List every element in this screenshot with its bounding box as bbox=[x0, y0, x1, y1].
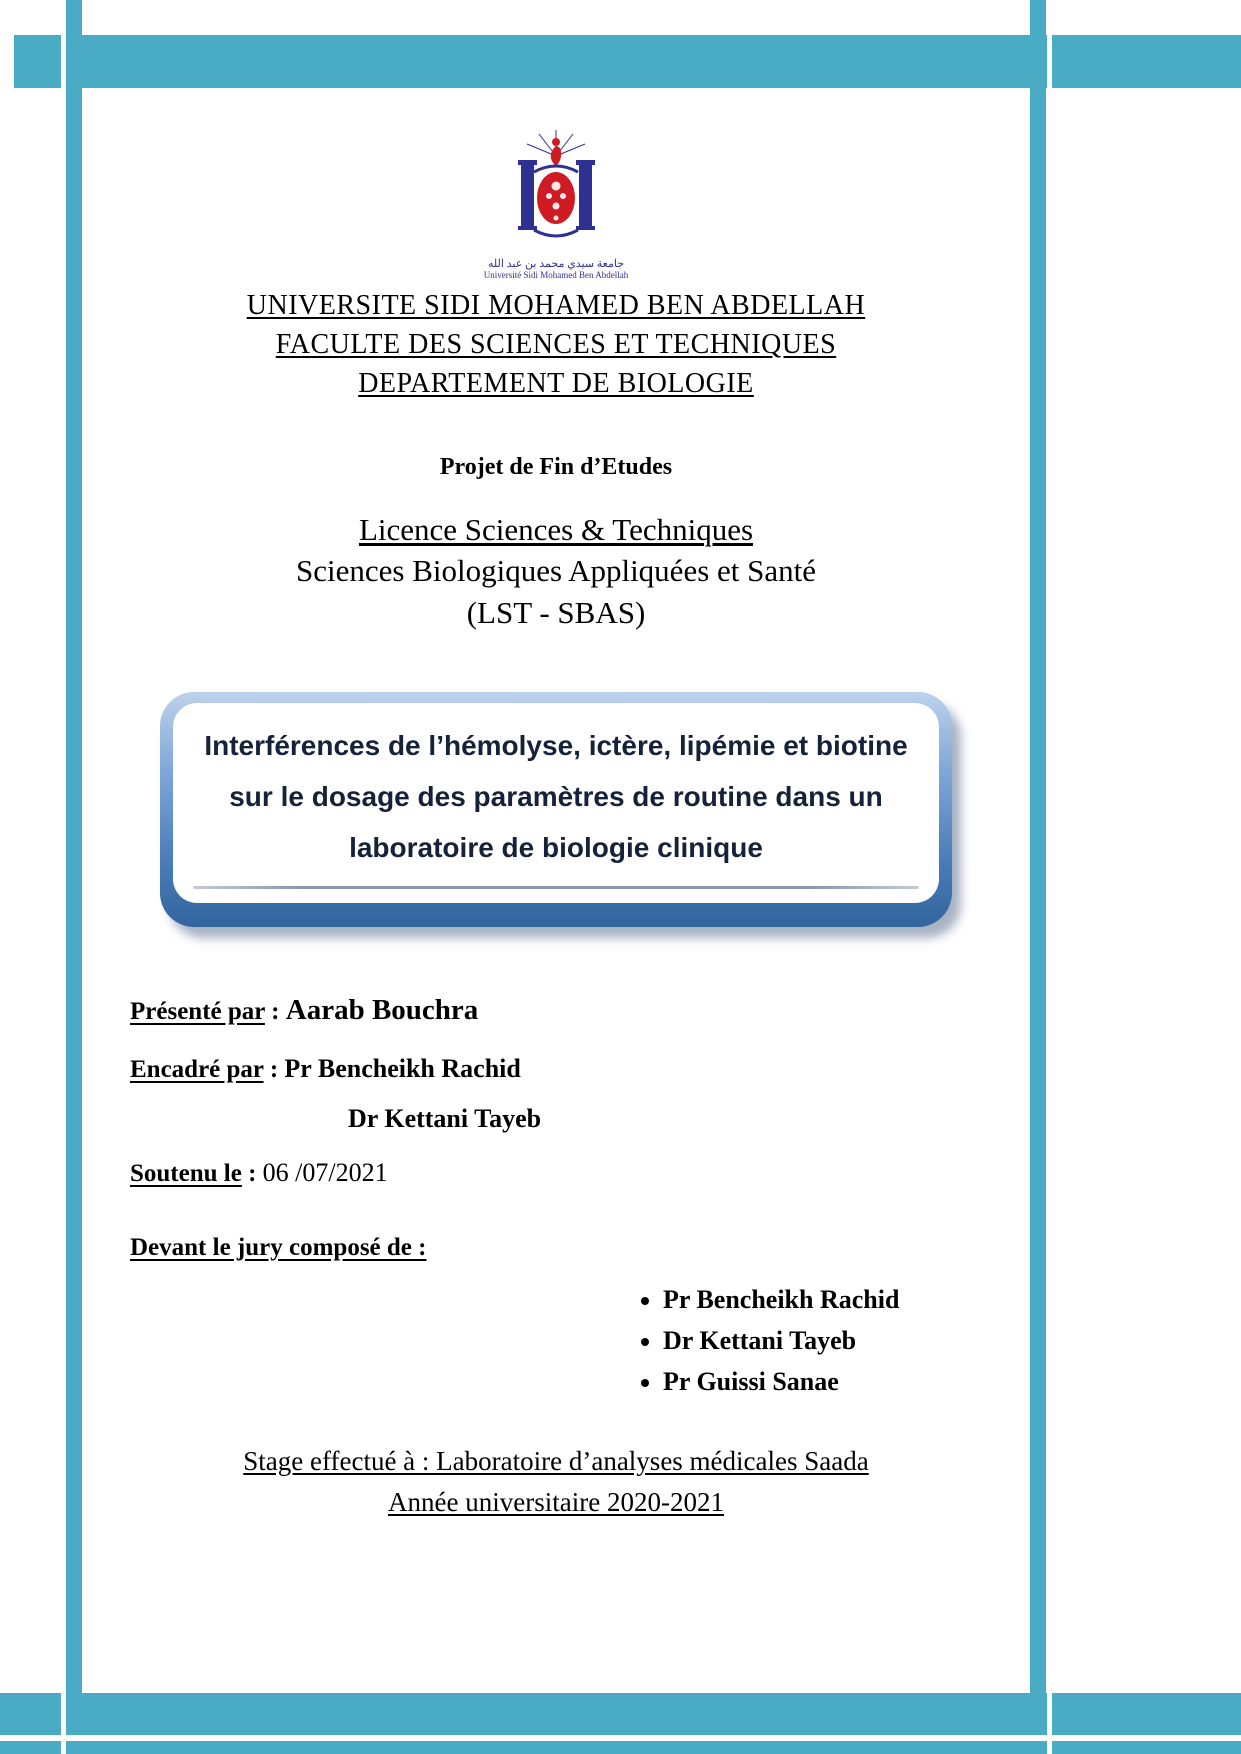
thesis-title-box bbox=[160, 692, 952, 927]
degree-abbreviation: (LST - SBAS) bbox=[466, 595, 646, 631]
jury-list bbox=[635, 1285, 1030, 1397]
jury-heading-row bbox=[130, 1231, 1030, 1265]
presented-by-label: Présenté par bbox=[130, 997, 265, 1025]
separator: : bbox=[241, 1159, 263, 1187]
cover-page bbox=[82, 0, 1030, 1522]
jury-heading: Devant le jury composé de : bbox=[130, 1233, 427, 1261]
supervisor-secondary: Dr Kettani Tayeb bbox=[348, 1103, 542, 1133]
jury-member: • Pr Bencheikh Rachid bbox=[663, 1285, 1030, 1315]
degree-block bbox=[82, 509, 1030, 635]
academic-year: Année universitaire 2020-2021 bbox=[388, 1486, 724, 1517]
separator: : bbox=[263, 1056, 285, 1084]
bottom-band-gap-right bbox=[1047, 1693, 1052, 1754]
faculty-name: FACULTE DES SCIENCES ET TECHNIQUES bbox=[275, 329, 837, 361]
defended-on-row bbox=[130, 1155, 1030, 1191]
supervisor-primary: Pr Bencheikh Rachid bbox=[284, 1054, 521, 1084]
separator: : bbox=[264, 997, 286, 1025]
specialty-name: Sciences Biologiques Appliquées et Santé bbox=[295, 553, 817, 589]
logo-caption: Université Sidi Mohamed Ben Abdellah bbox=[483, 270, 629, 280]
jury-member: • Pr Guissi Sanae bbox=[663, 1367, 1030, 1397]
left-border-bar bbox=[66, 0, 82, 1754]
jury-member: • Dr Kettani Tayeb bbox=[663, 1326, 1030, 1356]
right-border-bar bbox=[1030, 0, 1046, 1754]
logo-arabic-text: جامعة سيدي محمد بن عبد الله bbox=[487, 258, 625, 270]
presented-by-row bbox=[130, 991, 1030, 1030]
top-band-gap-right bbox=[1047, 35, 1052, 88]
defended-on-label: Soutenu le bbox=[130, 1159, 242, 1187]
supervised-by-row bbox=[130, 1051, 1030, 1087]
defense-date: 06 /07/2021 bbox=[262, 1157, 388, 1187]
cover-footer bbox=[82, 1441, 1030, 1522]
internship-location: Stage effectué à : Laboratoire d’analyses médicales Saada bbox=[243, 1446, 869, 1477]
presented-by-value: Aarab Bouchra bbox=[285, 993, 479, 1026]
supervised-by-label: Encadré par bbox=[130, 1056, 264, 1084]
university-name: UNIVERSITE SIDI MOHAMED BEN ABDELLAH bbox=[246, 290, 866, 321]
university-crest-icon bbox=[499, 126, 614, 251]
project-type-label: Projet de Fin d’Etudes bbox=[439, 453, 673, 480]
thesis-title-panel bbox=[173, 703, 939, 903]
defense-details bbox=[82, 991, 1030, 1397]
degree-name: Licence Sciences & Techniques bbox=[358, 511, 754, 547]
bottom-band-divider bbox=[0, 1735, 1241, 1741]
bottom-border-band bbox=[0, 1693, 1241, 1754]
department-name: DEPARTEMENT DE BIOLOGIE bbox=[358, 368, 754, 400]
university-logo bbox=[82, 0, 1030, 280]
thesis-title: Interférences de l’hémolyse, ictère, lipémie et biotine sur le dosage des paramètres de routine dans un laboratoire de biologie clinique bbox=[204, 730, 908, 863]
institution-header bbox=[82, 286, 1030, 404]
title-divider bbox=[193, 886, 919, 889]
